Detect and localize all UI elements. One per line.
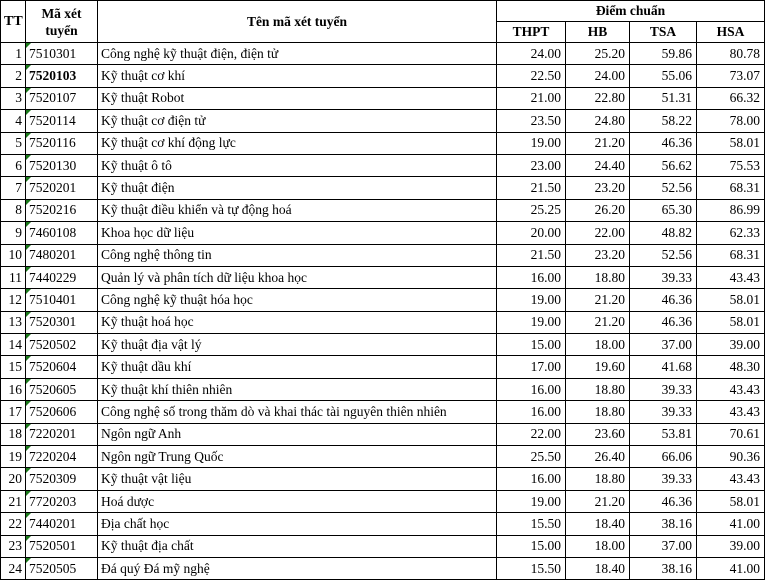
- table-row: [1, 423, 765, 445]
- row-code: 7220201: [26, 423, 98, 445]
- row-score-hsa: 41.00: [697, 513, 765, 535]
- row-score-hb: 18.80: [566, 401, 630, 423]
- table-row: [1, 468, 765, 490]
- row-score-thpt: 20.00: [497, 222, 566, 244]
- row-code: 7520502: [26, 334, 98, 356]
- row-score-hsa: 48.30: [697, 356, 765, 378]
- row-score-thpt: 19.00: [497, 132, 566, 154]
- row-score-hb: 18.80: [566, 378, 630, 400]
- table-row: [1, 199, 765, 221]
- row-name: Kỹ thuật vật liệu: [98, 468, 497, 490]
- header-score-group: Điểm chuẩn: [497, 1, 765, 22]
- row-score-hb: 19.60: [566, 356, 630, 378]
- row-code: 7220204: [26, 446, 98, 468]
- row-score-thpt: 15.00: [497, 334, 566, 356]
- row-code: 7520130: [26, 154, 98, 176]
- table-row: [1, 557, 765, 579]
- row-score-thpt: 16.00: [497, 378, 566, 400]
- row-code: 7520116: [26, 132, 98, 154]
- row-tt: 14: [1, 334, 26, 356]
- row-score-hsa: 39.00: [697, 535, 765, 557]
- table-row: [1, 132, 765, 154]
- row-score-hsa: 62.33: [697, 222, 765, 244]
- row-score-tsa: 46.36: [630, 311, 697, 333]
- row-code: 7520114: [26, 110, 98, 132]
- row-score-tsa: 59.86: [630, 43, 697, 65]
- row-code: 7520216: [26, 199, 98, 221]
- row-score-thpt: 23.00: [497, 154, 566, 176]
- row-code: 7520605: [26, 378, 98, 400]
- row-score-tsa: 66.06: [630, 446, 697, 468]
- row-score-hsa: 58.01: [697, 311, 765, 333]
- row-tt: 10: [1, 244, 26, 266]
- row-score-hb: 22.80: [566, 87, 630, 109]
- row-score-hsa: 66.32: [697, 87, 765, 109]
- row-score-tsa: 52.56: [630, 244, 697, 266]
- row-tt: 18: [1, 423, 26, 445]
- header-code: [26, 1, 98, 43]
- row-score-hb: 24.80: [566, 110, 630, 132]
- row-score-hb: 18.80: [566, 468, 630, 490]
- row-code: 7520201: [26, 177, 98, 199]
- row-tt: 22: [1, 513, 26, 535]
- row-score-hb: 18.00: [566, 535, 630, 557]
- row-score-tsa: 48.82: [630, 222, 697, 244]
- row-score-tsa: 56.62: [630, 154, 697, 176]
- row-score-hb: 24.00: [566, 65, 630, 87]
- row-name: Đá quý Đá mỹ nghệ: [98, 557, 497, 579]
- row-score-hb: 25.20: [566, 43, 630, 65]
- row-score-tsa: 39.33: [630, 266, 697, 288]
- header-name: Tên mã xét tuyển: [98, 1, 497, 43]
- table-row: [1, 401, 765, 423]
- row-name: Hoá dược: [98, 490, 497, 512]
- row-score-hb: 18.80: [566, 266, 630, 288]
- table-row: [1, 289, 765, 311]
- table-row: [1, 177, 765, 199]
- row-score-hsa: 43.43: [697, 468, 765, 490]
- row-name: Kỹ thuật cơ điện tử: [98, 110, 497, 132]
- table-row: [1, 65, 765, 87]
- table-row: [1, 311, 765, 333]
- header-hb: HB: [566, 22, 630, 43]
- row-code: 7720203: [26, 490, 98, 512]
- table-row: [1, 535, 765, 557]
- row-name: Công nghệ kỹ thuật hóa học: [98, 289, 497, 311]
- row-score-tsa: 51.31: [630, 87, 697, 109]
- table-row: [1, 154, 765, 176]
- row-code: 7520505: [26, 557, 98, 579]
- table-row: [1, 110, 765, 132]
- row-score-hb: 24.40: [566, 154, 630, 176]
- row-score-tsa: 58.22: [630, 110, 697, 132]
- row-code: 7520309: [26, 468, 98, 490]
- row-score-hb: 21.20: [566, 311, 630, 333]
- row-tt: 12: [1, 289, 26, 311]
- row-score-hb: 21.20: [566, 490, 630, 512]
- row-tt: 9: [1, 222, 26, 244]
- row-tt: 20: [1, 468, 26, 490]
- row-score-hsa: 39.00: [697, 334, 765, 356]
- row-tt: 7: [1, 177, 26, 199]
- row-name: Kỹ thuật cơ khí: [98, 65, 497, 87]
- row-code: 7520501: [26, 535, 98, 557]
- header-tt: TT: [1, 1, 26, 43]
- row-score-tsa: 39.33: [630, 378, 697, 400]
- row-score-hsa: 90.36: [697, 446, 765, 468]
- row-score-thpt: 16.00: [497, 468, 566, 490]
- row-tt: 6: [1, 154, 26, 176]
- row-code: 7520301: [26, 311, 98, 333]
- row-score-thpt: 16.00: [497, 401, 566, 423]
- row-score-thpt: 25.25: [497, 199, 566, 221]
- row-code: 7520107: [26, 87, 98, 109]
- row-name: Kỹ thuật địa chất: [98, 535, 497, 557]
- row-score-hb: 18.40: [566, 513, 630, 535]
- row-code: 7520604: [26, 356, 98, 378]
- row-tt: 4: [1, 110, 26, 132]
- row-score-hb: 23.20: [566, 244, 630, 266]
- row-score-thpt: 19.00: [497, 490, 566, 512]
- row-score-tsa: 38.16: [630, 557, 697, 579]
- row-tt: 16: [1, 378, 26, 400]
- row-score-thpt: 22.50: [497, 65, 566, 87]
- row-score-thpt: 23.50: [497, 110, 566, 132]
- row-tt: 11: [1, 266, 26, 288]
- row-score-thpt: 15.50: [497, 557, 566, 579]
- row-score-hb: 26.40: [566, 446, 630, 468]
- row-name: Kỹ thuật điều khiển và tự động hoá: [98, 199, 497, 221]
- row-code: 7510401: [26, 289, 98, 311]
- row-score-thpt: 21.50: [497, 244, 566, 266]
- row-tt: 19: [1, 446, 26, 468]
- table-row: [1, 87, 765, 109]
- row-score-hsa: 78.00: [697, 110, 765, 132]
- row-name: Công nghệ thông tin: [98, 244, 497, 266]
- table-row: [1, 244, 765, 266]
- header-hsa: HSA: [697, 22, 765, 43]
- row-score-tsa: 41.68: [630, 356, 697, 378]
- row-score-hb: 18.00: [566, 334, 630, 356]
- row-score-hsa: 41.00: [697, 557, 765, 579]
- row-name: Khoa học dữ liệu: [98, 222, 497, 244]
- row-code: 7440229: [26, 266, 98, 288]
- row-score-tsa: 46.36: [630, 132, 697, 154]
- table-row: [1, 490, 765, 512]
- row-score-hsa: 58.01: [697, 289, 765, 311]
- table-row: [1, 446, 765, 468]
- row-score-tsa: 55.06: [630, 65, 697, 87]
- row-tt: 5: [1, 132, 26, 154]
- row-name: Ngôn ngữ Anh: [98, 423, 497, 445]
- row-tt: 23: [1, 535, 26, 557]
- row-name: Ngôn ngữ Trung Quốc: [98, 446, 497, 468]
- row-tt: 2: [1, 65, 26, 87]
- row-score-thpt: 21.50: [497, 177, 566, 199]
- row-name: Kỹ thuật điện: [98, 177, 497, 199]
- row-score-hsa: 68.31: [697, 244, 765, 266]
- row-score-thpt: 24.00: [497, 43, 566, 65]
- row-name: Kỹ thuật địa vật lý: [98, 334, 497, 356]
- row-code: 7440201: [26, 513, 98, 535]
- row-score-tsa: 53.81: [630, 423, 697, 445]
- row-name: Quản lý và phân tích dữ liệu khoa học: [98, 266, 497, 288]
- row-score-tsa: 39.33: [630, 401, 697, 423]
- row-score-tsa: 37.00: [630, 535, 697, 557]
- row-score-hsa: 80.78: [697, 43, 765, 65]
- row-code: 7460108: [26, 222, 98, 244]
- row-score-hb: 21.20: [566, 132, 630, 154]
- row-code: 7520606: [26, 401, 98, 423]
- row-score-hsa: 73.07: [697, 65, 765, 87]
- row-score-hsa: 75.53: [697, 154, 765, 176]
- table-row: [1, 334, 765, 356]
- row-score-thpt: 15.00: [497, 535, 566, 557]
- row-score-tsa: 46.36: [630, 490, 697, 512]
- row-name: Kỹ thuật hoá học: [98, 311, 497, 333]
- row-score-hb: 18.40: [566, 557, 630, 579]
- header-code-line2: tuyển: [45, 22, 78, 38]
- table-row: [1, 378, 765, 400]
- row-tt: 15: [1, 356, 26, 378]
- row-score-thpt: 17.00: [497, 356, 566, 378]
- row-score-thpt: 16.00: [497, 266, 566, 288]
- row-name: Công nghệ số trong thăm dò và khai thác tài nguyên thiên nhiên: [98, 401, 497, 423]
- row-name: Kỹ thuật khí thiên nhiên: [98, 378, 497, 400]
- header-code-line1: Mã xét: [41, 5, 82, 21]
- table-header: [1, 1, 765, 43]
- row-code: 7480201: [26, 244, 98, 266]
- row-tt: 8: [1, 199, 26, 221]
- row-name: Kỹ thuật Robot: [98, 87, 497, 109]
- row-tt: 21: [1, 490, 26, 512]
- row-tt: 1: [1, 43, 26, 65]
- row-score-hsa: 58.01: [697, 490, 765, 512]
- row-score-hb: 21.20: [566, 289, 630, 311]
- row-score-hb: 23.20: [566, 177, 630, 199]
- row-name: Kỹ thuật cơ khí động lực: [98, 132, 497, 154]
- table-row: [1, 222, 765, 244]
- row-name: Kỹ thuật ô tô: [98, 154, 497, 176]
- row-score-thpt: 25.50: [497, 446, 566, 468]
- row-score-hb: 22.00: [566, 222, 630, 244]
- row-score-thpt: 19.00: [497, 289, 566, 311]
- row-score-hsa: 43.43: [697, 378, 765, 400]
- row-name: Địa chất học: [98, 513, 497, 535]
- row-score-tsa: 65.30: [630, 199, 697, 221]
- row-name: Công nghệ kỹ thuật điện, điện tử: [98, 43, 497, 65]
- row-score-hsa: 43.43: [697, 401, 765, 423]
- row-score-hsa: 58.01: [697, 132, 765, 154]
- row-score-hsa: 43.43: [697, 266, 765, 288]
- header-thpt: THPT: [497, 22, 566, 43]
- table-row: [1, 513, 765, 535]
- row-tt: 13: [1, 311, 26, 333]
- row-score-hsa: 86.99: [697, 199, 765, 221]
- row-score-thpt: 15.50: [497, 513, 566, 535]
- row-score-thpt: 22.00: [497, 423, 566, 445]
- table-row: [1, 43, 765, 65]
- row-tt: 17: [1, 401, 26, 423]
- row-name: Kỹ thuật dầu khí: [98, 356, 497, 378]
- row-score-tsa: 52.56: [630, 177, 697, 199]
- header-tsa: TSA: [630, 22, 697, 43]
- row-score-hb: 23.60: [566, 423, 630, 445]
- row-score-tsa: 38.16: [630, 513, 697, 535]
- row-score-hsa: 70.61: [697, 423, 765, 445]
- row-tt: 24: [1, 557, 26, 579]
- row-score-tsa: 46.36: [630, 289, 697, 311]
- row-score-thpt: 19.00: [497, 311, 566, 333]
- row-score-thpt: 21.00: [497, 87, 566, 109]
- row-score-hb: 26.20: [566, 199, 630, 221]
- row-code: 7520103: [26, 65, 98, 87]
- table-body: [1, 43, 765, 580]
- row-score-hsa: 68.31: [697, 177, 765, 199]
- row-score-tsa: 37.00: [630, 334, 697, 356]
- row-score-tsa: 39.33: [630, 468, 697, 490]
- row-tt: 3: [1, 87, 26, 109]
- table-row: [1, 356, 765, 378]
- table-row: [1, 266, 765, 288]
- row-code: 7510301: [26, 43, 98, 65]
